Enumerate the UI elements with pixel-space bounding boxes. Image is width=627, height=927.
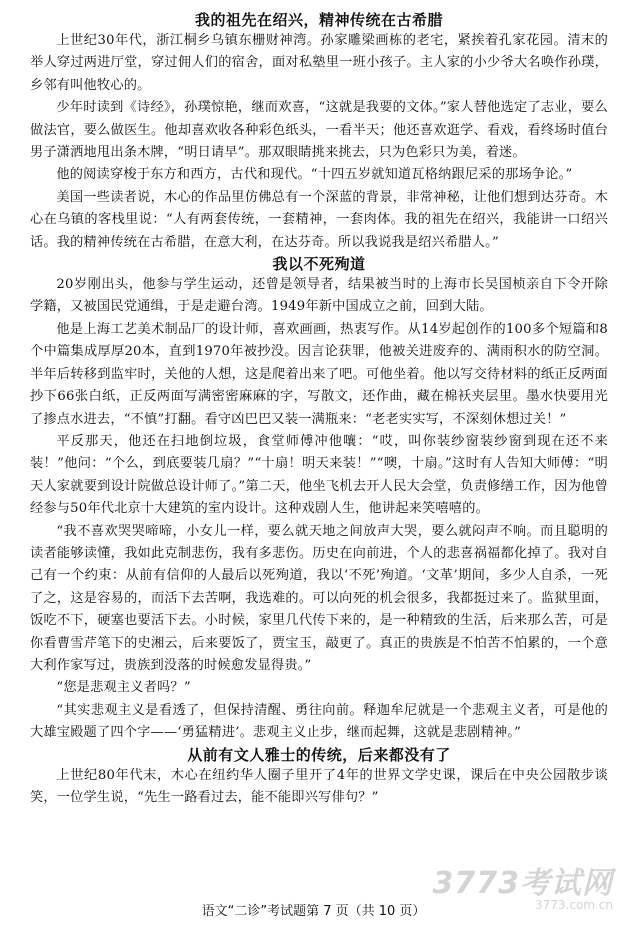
page-footer: 语文“二诊”考试题第 7 页（共 10 页） [201,904,426,919]
paragraph: “其实悲观主义是看透了，但保持清醒、勇往向前。释迦牟尼就是一个悲观主义者，可是他的大雄宝殿题了四个字——‘勇猛精进’。悲观主义止步，继而起舞，这就是悲剧精神。” [30,702,608,741]
watermark-url: 3773.com.cn [535,898,613,912]
paragraph: “您是悲观主义者吗？” [56,680,191,696]
section-title-martyrdom: 我以不死殉道 [272,255,366,274]
paragraph: 他是上海工艺美术制品厂的设计师，喜欢画画，热衷写作。从14岁起创作的100多个短篇和8个中篇集成厚厚20本，直到1970年被抄没。因言论获罪，他被关进废弃的、满雨积水的防空洞。半年后转移到监牢时，关他的人想，这是爬着出来了吧。可他坐着。他以写交待材料的纸正反两面抄下66张白纸，正反两面写满密密麻麻的字，写散文，还作曲，藏在棉袄夹层里。墨水快要用光了掺点水进去，“不慎”打翻。看守凶巴巴又装一满瓶来：“老老实实写，不深刻休想过关！” [30,321,608,427]
paragraph: 平反那天，他还在扫地倒垃圾，食堂师傅冲他嚷：“哎，叫你装纱窗装纱窗到现在还不来装！”他问：“个么，到底要装几扇？”“十扇！明天来装！”“噢，十扇。”这时有人告知大师傅：“明天人家就要到设计院做总设计师了。”第二天，他坐飞机去开人民大会堂，负责修缮工作，因为他曾经参与50年代北京十大建筑的室内设计。这种戏剧人生，他讲起来笑嘻嘻的。 [30,433,608,517]
paragraph: 他的阅读穿梭于东方和西方，古代和现代。“十四五岁就知道瓦格纳跟尼采的那场争论。” [56,167,573,183]
paragraph: 上世纪30年代，浙江桐乡乌镇东栅财神湾。孙家雕梁画栋的老宅，紧挨着孔家花园。清末的举人穿过两进厅堂，穿过佣人们的宿舍，面对私塾里一班小孩子。主人家的小少爷大名唤作孙璞，乡邻有叫他牧心的。 [30,33,608,93]
paragraph: 上世纪80年代末，木心在纽约华人圈子里开了4年的世界文学史课，课后在中央公园散步谈笑，一位学生说，“先生一路看过去，能不能即兴写俳句？” [30,767,608,805]
paragraph: 美国一些读者说，木心的作品里仿佛总有一个深蓝的背景，非常神秘，让他们想到达芬奇。木心在乌镇的客栈里说：“人有两套传统，一套精神，一套肉体。我的祖先在绍兴，我能讲一口绍兴话。我的精神传统在古希腊，在意大利，在达芬奇。所以我说我是绍兴希腊人。” [30,189,608,250]
section-title-literati: 从前有文人雅士的传统，后来都没有了 [187,745,451,764]
section-title-ancestors: 我的祖先在绍兴，精神传统在古希腊 [194,11,443,29]
paragraph: 20岁刚出头，他参与学生运动，还曾是领导者，结果被当时的上海市长吴国桢亲自下令开除学籍，又被国民党通缉，于是走避台湾。1949年新中国成立之前，回到大陆。 [30,277,608,315]
paragraph: “我不喜欢哭哭啼啼，小女儿一样，要么就天地之间放声大哭，要么就闷声不响。而且聪明的读者能够读懂，我如此克制悲伤，我有多悲伤。历史在向前进，个人的悲喜祸福都化掉了。我对自己有一个约束：从前有信仰的人最后以死殉道，我以‘不死’殉道。‘文革’期间，多少人自杀，一死了之，这是容易的，而活下去苦啊，我选难的。可以向死的机会很多，我都挺过来了。监狱里面，饭吃不下，硬塞也要活下去。小时候，家里几代传下来的，是一种精致的生活，后来那么苦，可是你看曹雪芹笔下的史湘云，后来要饭了，贾宝玉，敲更了。真正的贵族是不怕苦不怕累的，一个意大利作家写过，贵族到没落的时候愈发显得贵。” [30,523,608,673]
paragraph: 少年时读到《诗经》，孙璞惊艳，继而欢喜，“这就是我要的文体。”家人替他选定了志业，要么做法官，要么做医生。他却喜欢收各种彩色纸头，一看半天；他还喜欢逛学、看戏，看终场时值台男子潇洒地甩出条木牌，“明日请早”。那双眼睛挑来挑去，只为色彩只为美，着迷。 [30,100,608,161]
exam-page [30,10,608,809]
watermark-logo: 3773考试网 [432,866,613,901]
